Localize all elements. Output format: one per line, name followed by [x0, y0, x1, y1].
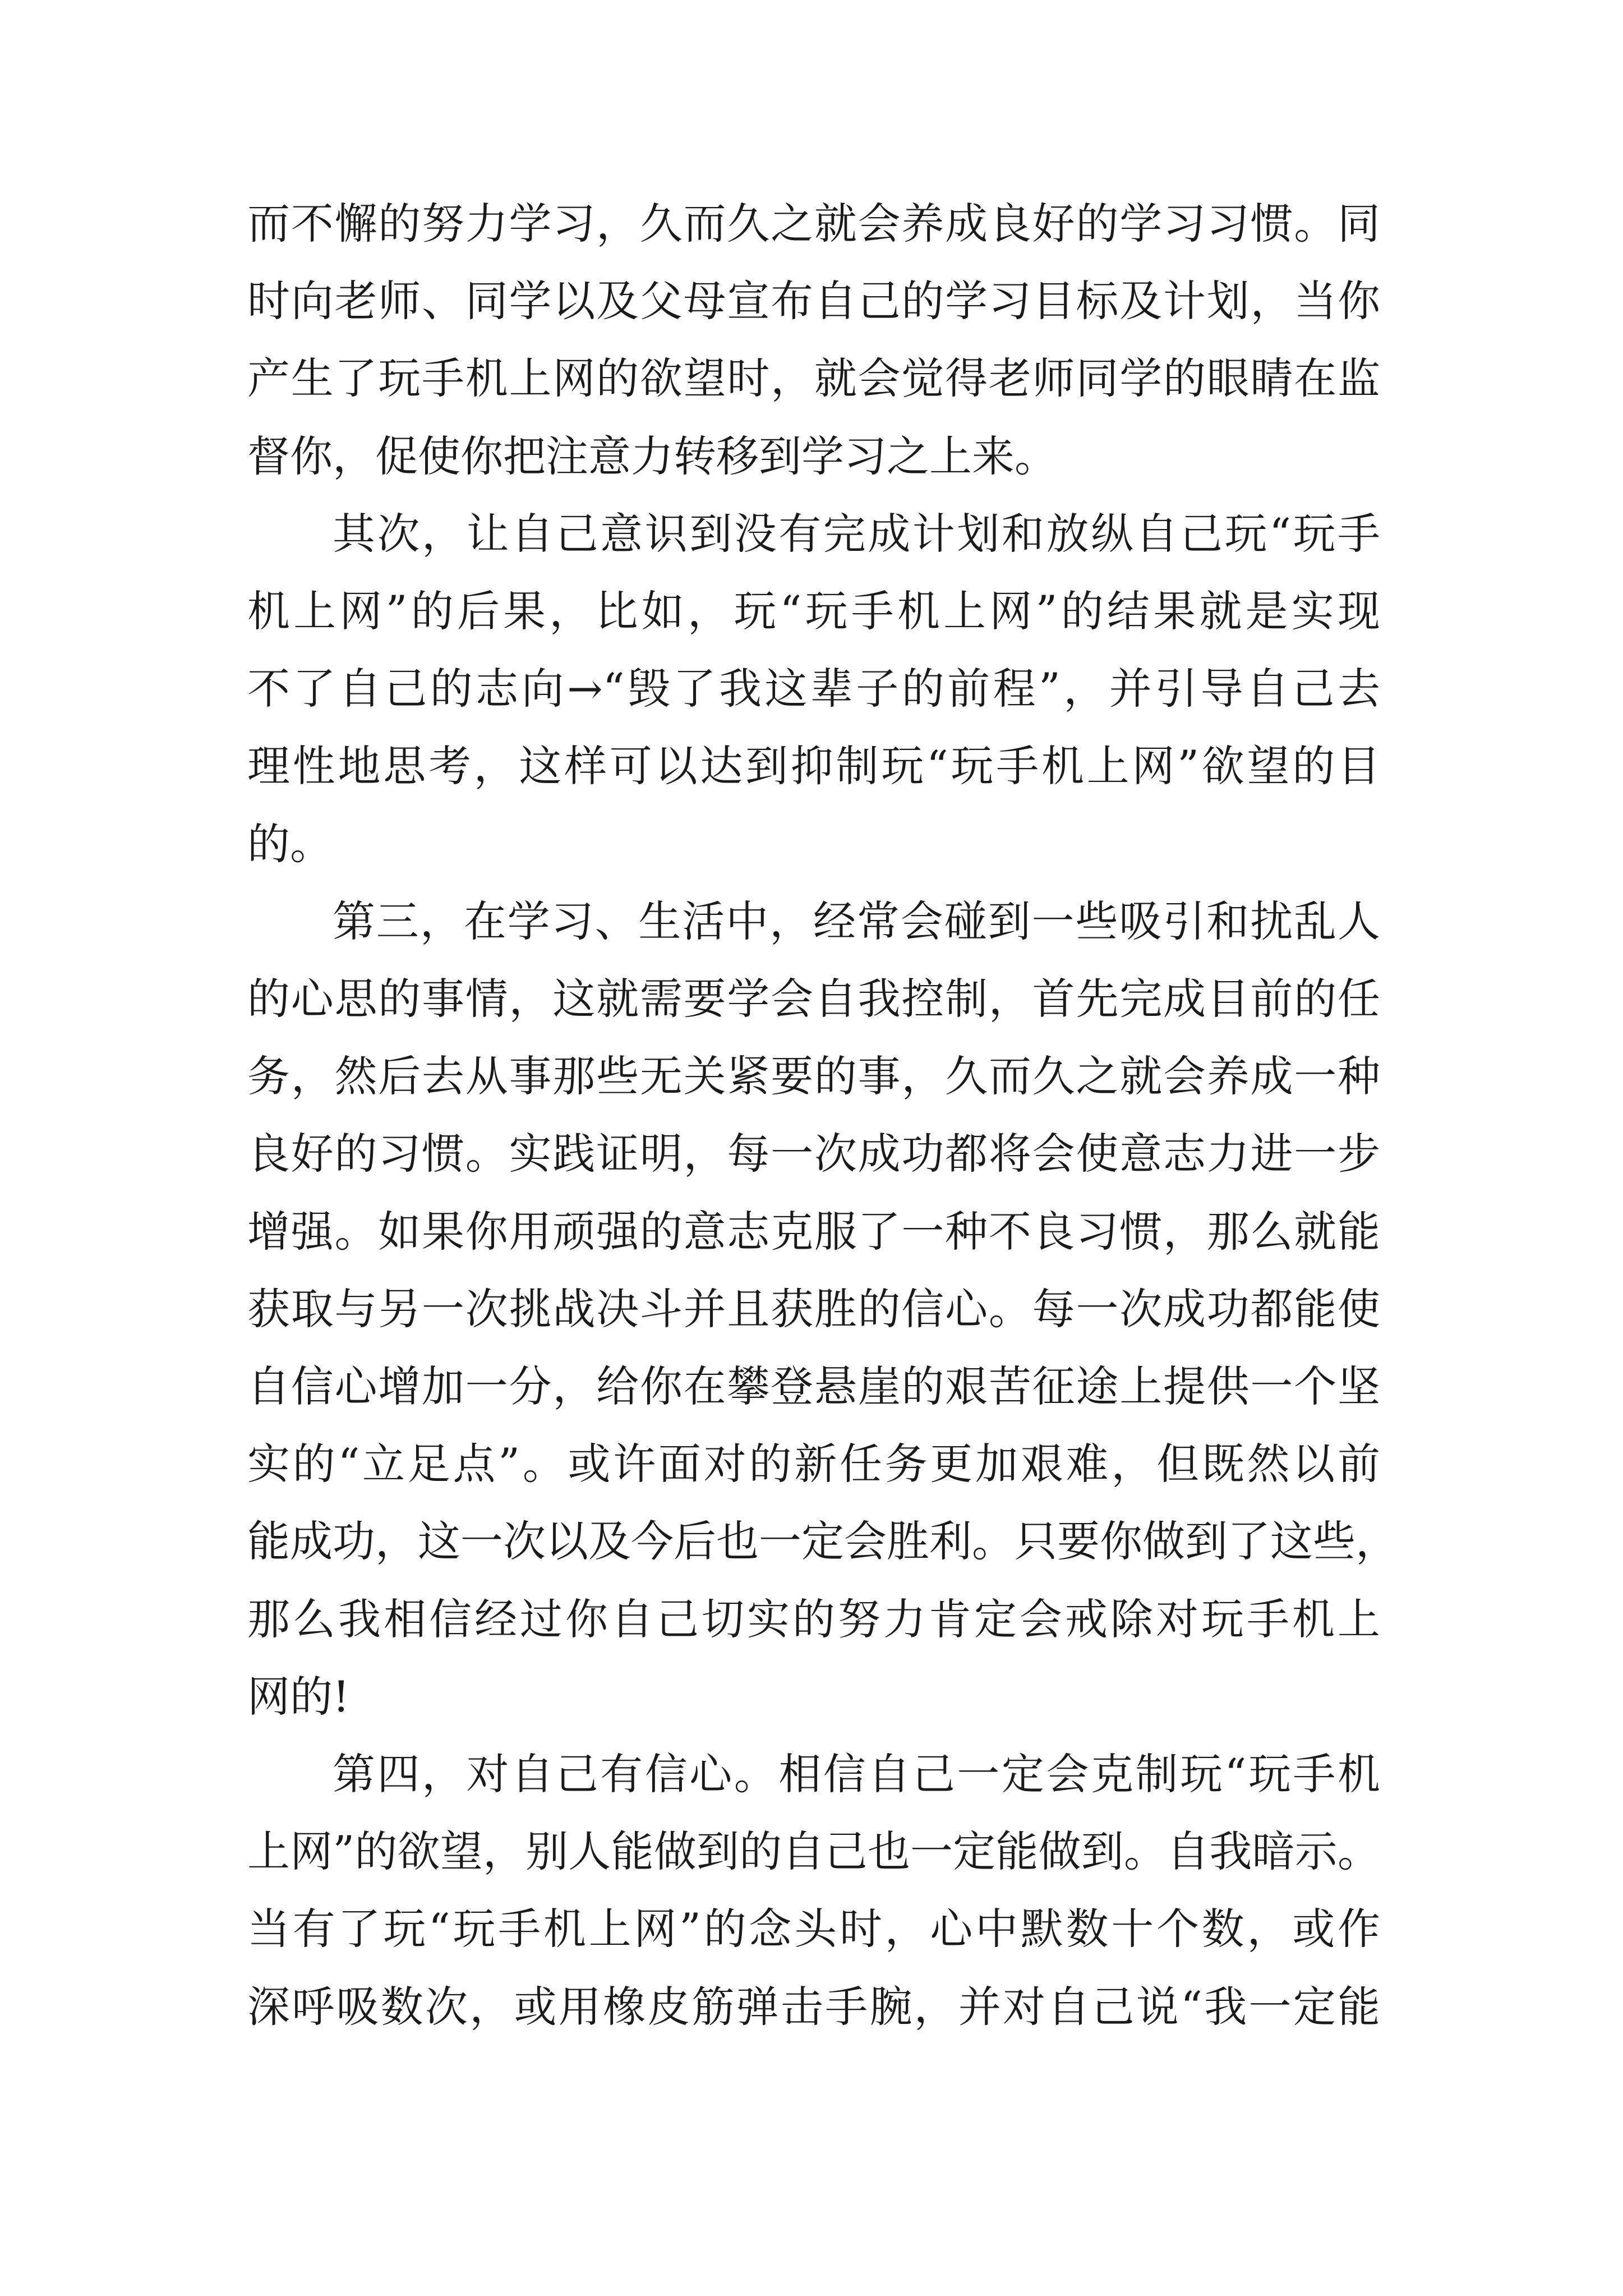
- text-line: 当有了玩“玩手机上网”的念头时，心中默数十个数，或作: [247, 1904, 1380, 1954]
- text-line: 那么我相信经过你自己切实的努力肯定会戒除对玩手机上: [247, 1594, 1380, 1644]
- text-line: 增强。如果你用顽强的意志克服了一种不良习惯，那么就能: [247, 1206, 1380, 1257]
- text-line: 良好的习惯。实践证明，每一次成功都将会使意志力进一步: [247, 1129, 1380, 1179]
- text-line: 上网”的欲望，别人能做到的自己也一定能做到。自我暗示。: [247, 1826, 1380, 1877]
- paragraph-3: [247, 883, 1398, 1736]
- text-line: 不了自己的志向→“毁了我这辈子的前程”，并引导自己去: [247, 664, 1380, 714]
- text-line: 督你，促使你把注意力转移到学习之上来。: [247, 431, 1057, 481]
- text-line: 的。: [247, 818, 333, 869]
- text-line: 深呼吸数次，或用橡皮筋弹击手腕，并对自己说“我一定能: [247, 1981, 1380, 2032]
- body-text: [247, 185, 1398, 2046]
- text-line: 的心思的事情，这就需要学会自我控制，首先完成目前的任: [247, 974, 1380, 1024]
- text-line: 时向老师、同学以及父母宣布自己的学习目标及计划，当你: [247, 276, 1380, 326]
- text-line: 实的“立足点”。或许面对的新任务更加艰难，但既然以前: [247, 1439, 1380, 1489]
- text-line: 获取与另一次挑战决斗并且获胜的信心。每一次成功都能使: [247, 1283, 1380, 1334]
- text-line: 第三，在学习、生活中，经常会碰到一些吸引和扰乱人: [333, 896, 1380, 946]
- text-line: 务，然后去从事那些无关紧要的事，久而久之就会养成一种: [247, 1051, 1380, 1102]
- text-line: 其次，让自己意识到没有完成计划和放纵自己玩“玩手: [333, 508, 1380, 559]
- text-line: 产生了玩手机上网的欲望时，就会觉得老师同学的眼睛在监: [247, 353, 1380, 404]
- text-line: 机上网”的后果，比如，玩“玩手机上网”的结果就是实现: [247, 586, 1380, 637]
- text-line: 自信心增加一分，给你在攀登悬崖的艰苦征途上提供一个坚: [247, 1361, 1380, 1412]
- text-line: 能成功，这一次以及今后也一定会胜利。只要你做到了这些，: [247, 1516, 1398, 1567]
- paragraph-4: [247, 1736, 1380, 2046]
- text-line: 网的!: [247, 1671, 350, 1722]
- text-line: 理性地思考，这样可以达到抑制玩“玩手机上网”欲望的目: [247, 741, 1380, 792]
- text-line: 第四，对自己有信心。相信自己一定会克制玩“玩手机: [333, 1749, 1380, 1800]
- paragraph-2: [247, 495, 1380, 883]
- paragraph-1: [247, 185, 1380, 495]
- text-line: 而不懈的努力学习，久而久之就会养成良好的学习习惯。同: [247, 199, 1380, 249]
